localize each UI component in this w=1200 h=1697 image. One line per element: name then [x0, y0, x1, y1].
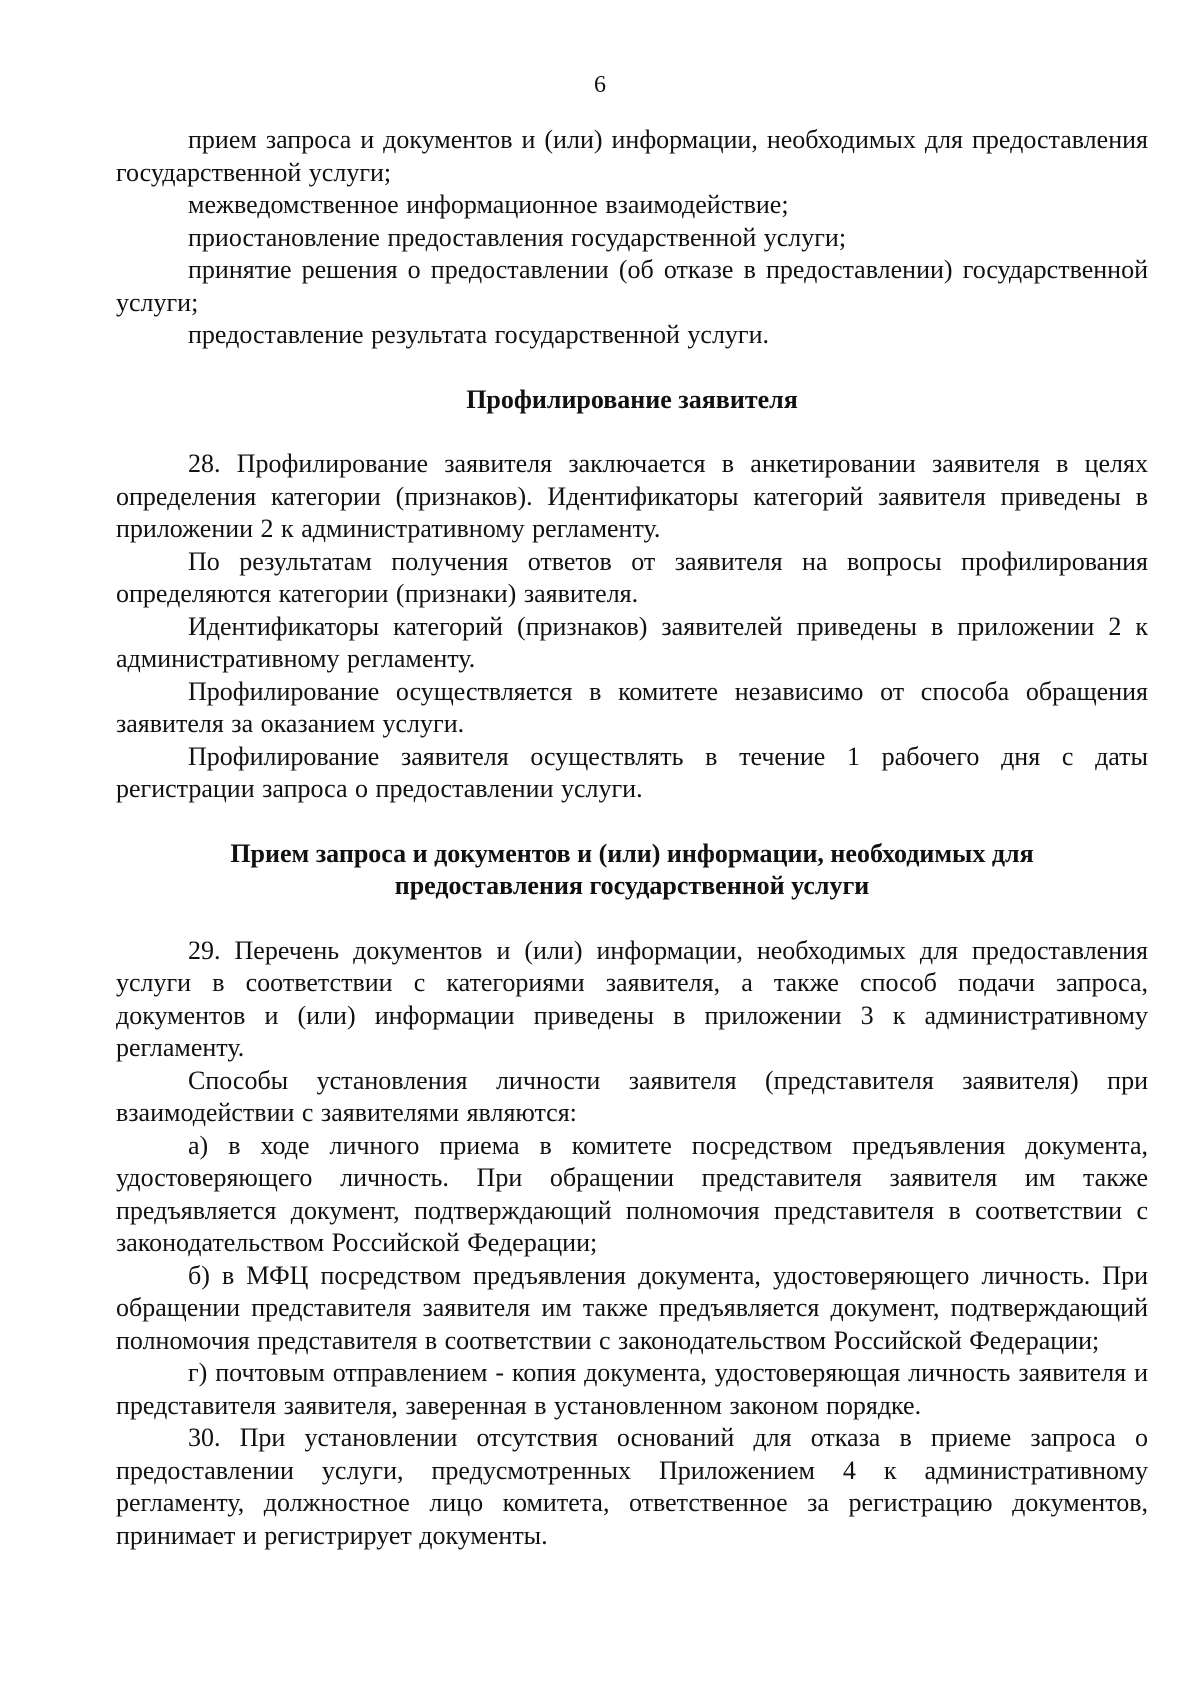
list-item: принятие решения о предоставлении (об отказе в предоставлении) государственной услуги; [116, 255, 1148, 317]
paragraph: Профилирование осуществляется в комитете независимо от способа обращения заявителя за оказанием услуги. [116, 676, 1148, 738]
paragraph: Профилирование заявителя осуществлять в течение 1 рабочего дня с даты регистрации запроса о предоставлении услуги. [116, 741, 1148, 803]
paragraph: Идентификаторы категорий (признаков) заявителей приведены в приложении 2 к административному регламенту. [116, 611, 1148, 673]
paragraph: Способы установления личности заявителя (представителя заявителя) при взаимодействии с заявителями являются: [116, 1065, 1148, 1127]
document-body [116, 124, 1148, 1552]
page-number: 6 [594, 72, 606, 98]
section-heading-line-2: предоставления государственной услуги [394, 871, 870, 900]
paragraph: г) почтовым отправлением - копия документа, удостоверяющая личность заявителя и представителя заявителя, заверенная в установленном законом порядке. [116, 1358, 1148, 1420]
list-item: прием запроса и документов и (или) информации, необходимых для предоставления государственной услуги; [116, 125, 1148, 187]
section-heading-profiling: Профилирование заявителя [466, 384, 798, 414]
paragraph: 28. Профилирование заявителя заключается в анкетировании заявителя в целях определения категории (признаков). Идентификаторы категорий заявителя приведены в приложении 2 к административному регламенту. [116, 449, 1148, 543]
list-item: межведомственное информационное взаимодействие; [188, 190, 789, 219]
list-item: предоставление результата государственной услуги. [188, 320, 770, 349]
paragraph: По результатам получения ответов от заявителя на вопросы профилирования определяются категории (признаки) заявителя. [116, 546, 1148, 608]
paragraph: 30. При установлении отсутствия оснований для отказа в приеме запроса о предоставлении услуги, предусмотренных Приложением 4 к административному регламенту, должностное лицо комитета, ответственное за регистрацию документов, принимает и регистрирует документы. [116, 1423, 1148, 1550]
paragraph: б) в МФЦ посредством предъявления документа, удостоверяющего личность. При обращении представителя заявителя им также предъявляется документ, подтверждающий полномочия представителя в соответствии с законодательством Российской Федерации; [116, 1260, 1148, 1355]
list-item: приостановление предоставления государственной услуги; [188, 222, 847, 252]
section-heading-request-intake [116, 838, 1148, 903]
section-heading-line-1: Прием запроса и документов и (или) информации, необходимых для [230, 838, 1034, 868]
paragraph: а) в ходе личного приема в комитете посредством предъявления документа, удостоверяющего личность. При обращении представителя заявителя им также предъявляется документ, подтверждающий полномочия представителя в соответствии с законодательством Российской Федерации; [116, 1130, 1148, 1257]
paragraph: 29. Перечень документов и (или) информации, необходимых для предоставления услуги в соответствии с категориями заявителя, а также способ подачи запроса, документов и (или) информации приведены в приложении 3 к административному регламенту. [116, 935, 1148, 1062]
